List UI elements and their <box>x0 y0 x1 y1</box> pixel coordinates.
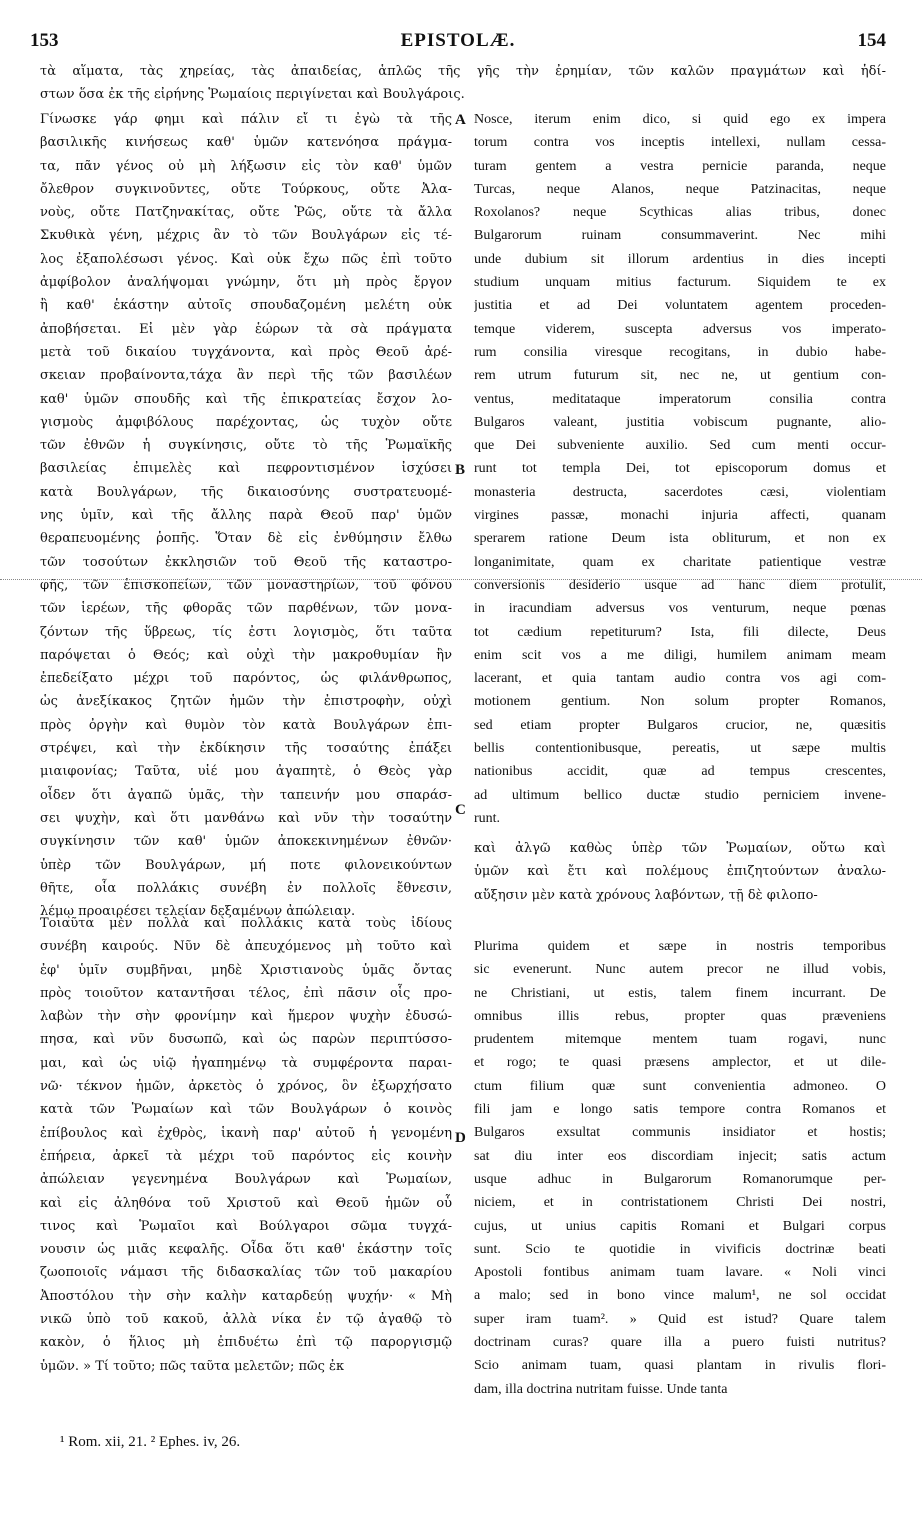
text-line: fili jam e longo satis tempore contra Romanos et <box>474 1102 886 1118</box>
text-line: cujus, ut unius capitis Romani et Bulgari corpus <box>474 1218 886 1234</box>
text-line: super iram tuam². » Quid est istud? Quare talem <box>474 1311 886 1327</box>
text-line: ἀποβήσεται. Εἰ μὲν γὰρ ἑώρων τὰ σὰ πράγματα <box>40 321 452 337</box>
text-line: πησα, καὶ νῦν δυσωπῶ, καὶ ὡς παρὼν περιπτύσσο- <box>40 1032 452 1048</box>
text-line: a malo; sed in bono vince malum¹, ne sol occidat <box>474 1288 886 1304</box>
text-line: τῶν ἐθνῶν ἡ συγκίνησις, οὔτε τὸ τῆς Ῥωμαϊκῆς <box>40 438 452 454</box>
text-line: σκειαν προβαίνοντα,τάχα ἂν περὶ τῆς τῶν βασιλέων <box>40 368 452 384</box>
text-line: νουσιν ὡς μιᾶς κεφαλῆς. Οἶδα ὅτι καθ' ἑκάστην τοῖς <box>40 1242 452 1258</box>
text-line: in iracundiam adversus vos venturum, neque pœnas <box>474 601 886 617</box>
running-title: EPISTOLÆ. <box>400 30 516 51</box>
text-line: ὄλεθρον συγκινοῦντες, οὔτε Τούρκους, οὔτε Ἀλα- <box>40 181 452 197</box>
text-line: μιαιφονίας; Ταῦτα, υἱέ μου ἀγαπητὲ, ὁ Θεὸς γὰρ <box>40 764 452 780</box>
page-number-left: 153 <box>30 30 59 51</box>
text-line: studium unquam mitius facturum. Siquidem te ex <box>474 275 886 291</box>
page-header <box>30 30 886 60</box>
text-line: μαι, καὶ ὡς υἱῷ ἠγαπημένῳ τὰ συμφέροντα παραι- <box>40 1055 452 1071</box>
text-line: νῶ· τέκνον ἡμῶν, ἀρκετὸς ὁ χρόνος, ὃν ἐξωρχήσατο <box>40 1079 452 1095</box>
text-line: τα, πᾶν γένος οὐ μὴ λήξωσιν εἰς τὸν καθ' ὑμῶν <box>40 158 452 174</box>
text-line: λέμῳ προαιρέσει τελείαν δεξαμένων ἀπώλειαν. <box>40 904 356 920</box>
text-line: conversionis desiderio usque ad hanc diem protulit, <box>474 577 886 593</box>
text-line: niciem, et in contristationem Christi Dei nostri, <box>474 1195 886 1211</box>
greek-column-2 <box>40 912 452 1378</box>
text-line: et rogo; te quasi præsens amplector, et ut dile- <box>474 1055 886 1071</box>
text-line: σει ψυχὴν, καὶ ὅτι μανθάνω καὶ νῦν τὴν τοσαύτην <box>40 810 452 826</box>
text-line: πρὸς τοιοῦτον καταντῆσαι τέλος, ἐπὶ πᾶσιν οἷς προ- <box>40 985 452 1001</box>
text-line: ἀπώλειαν γεγενημένα Βουλγάρων καὶ Ῥωμαίων, <box>40 1172 452 1188</box>
text-line: νοὺς, οὔτε Πατζηνακίτας, οὔτε Ῥῶς, οὔτε τὰ ἄλλα <box>40 205 452 221</box>
text-line: ζόντων τῆς ὕβρεως, τίς ἐστι λογισμὸς, ὅτι ταῦτα <box>40 624 452 640</box>
text-line: justitia et ad Dei voluntatem agentem proceden- <box>474 298 886 314</box>
text-line: βασιλικῆς κινήσεως καθ' ὑμῶν κατενόησα πράγμα- <box>40 135 452 151</box>
text-line: κακὸν, ὁ ἥλιος μὴ ἐπιδυέτω ἐπὶ τῷ παροργισμῷ <box>40 1335 452 1351</box>
text-line: dam, illa doctrina nutritam fuisse. Unde tanta <box>474 1381 728 1397</box>
text-line: rem utrum futurum sit, nec ne, ut gentium con- <box>474 368 886 384</box>
text-line: ἐφ' ὑμῖν συμβῆναι, μηδὲ Χριστιανοὺς ὑμᾶς ὄντας <box>40 962 452 978</box>
text-line: φῆς, τῶν ἐπισκοπείων, τῶν μοναστηρίων, τοῦ φόνου <box>40 577 452 593</box>
text-line: ὑμῶν καὶ ἔτι καὶ πολέμους ἐπιζητούντων ἀναλω- <box>474 864 886 880</box>
text-line: torum contra vos inceptis intellexi, nullam cessa- <box>474 135 886 151</box>
text-line: Apostoli fontibus animam tuam lavare. « Noli vinci <box>474 1265 886 1281</box>
text-line: ἐπεδείξατο μέχρι τοῦ παρόντος, ὡς φιλάνθρωπος, <box>40 671 452 687</box>
text-line: ad ultimum bellico ductæ studio perniciem invene- <box>474 787 886 803</box>
latin-column-1 <box>474 108 886 830</box>
text-line: sed etiam propter Bulgaros crucior, ne, quæsitis <box>474 717 886 733</box>
text-line: monasteria destructa, sacerdotes cæsi, violentiam <box>474 484 886 500</box>
text-line: νης ὑμῖν, καὶ τῆς ἄλλης παρὰ Θεοῦ παρ' ὑμῶν <box>40 508 452 524</box>
margin-letter-a: A <box>455 112 466 128</box>
text-line: καὶ ἀλγῶ καθὼς ὑπὲρ τῶν Ῥωμαίων, οὕτω καὶ <box>474 841 886 856</box>
text-line: γισμοὺς ἀμφιβόλους παρέχοντας, ὡς τυχὸν οὔτε <box>40 414 452 430</box>
text-line: Turcas, neque Alanos, neque Patzinacitas, neque <box>474 181 886 197</box>
text-line: doctrinam curas? quare illa a puero fuisti nutritus? <box>474 1335 886 1351</box>
text-line: nationibus accidit, quæ ad tempus crescentes, <box>474 764 886 780</box>
text-line: τὰ αἵματα, τὰς χηρείας, τὰς ἀπαιδείας, ἁπλῶς τῆς γῆς τὴν ἐρημίαν, τῶν καλῶν πραγμάτων καὶ ἡδί- <box>40 64 886 79</box>
text-line: λος ἐξαπολέσωσι γένος. Καὶ οὐκ ἔχω πῶς ἐπὶ τοῦτο <box>40 251 452 267</box>
text-line: sunt. Scio te quotidie in vivificis doctrinæ beati <box>474 1241 886 1257</box>
text-line: runt tot templa Dei, tot episcoporum domus et <box>474 461 886 477</box>
text-line: Ἀποστόλου τὴν σὴν καλὴν καταρδεύῃ ψυχήν· « Μὴ <box>40 1288 452 1304</box>
text-line: ne Christiani, ut estis, talem finem incurrant. De <box>474 985 886 1001</box>
margin-letter-b: B <box>455 462 466 478</box>
text-line: βασιλείας ἐπιμελὲς καὶ πεφροντισμένον ἰσχύσει <box>40 461 452 477</box>
text-line: Roxolanos? neque Scythicas alias tribus, donec <box>474 205 886 221</box>
text-line: Σκυθικὰ γένη, μέχρις ἂν τὸ τῶν Βουλγάρων εἰς τέ- <box>40 228 452 244</box>
text-line: θῆτε, οἷα πολλάκις συνέβη ἐν πολλοῖς ἔθνεσιν, <box>40 880 452 896</box>
text-line: lacerant, et quia tantam audio contra vos agi com- <box>474 671 886 687</box>
text-line: ἐπήρεια, ἀρκεῖ τὰ μέχρι τοῦ παρόντος εἰς κοινὴν <box>40 1148 452 1164</box>
margin-letter-d: D <box>455 1130 466 1146</box>
text-line: rum consilia viresque recogitans, in dubio habe- <box>474 344 886 360</box>
page-fold-line <box>0 579 922 581</box>
text-line: αὔξησιν μὲν κατὰ χρόνους λαβόντων, τῇ δὲ φιλοπο- <box>474 887 818 903</box>
intro-greek-text <box>40 60 886 107</box>
text-line: ἢ καθ' ἑκάστην αὐτοῖς σπουδαζομένη μελέτη οὐκ <box>40 298 452 314</box>
text-line: Τοιαῦτα μὲν πολλὰ καὶ πολλάκις κατὰ τοὺς ἰδίους <box>40 916 452 931</box>
text-line: πρὸς ὀργὴν καὶ θυμὸν τὸν κατὰ Βουλγάρων ἐπι- <box>40 717 452 733</box>
text-line: ζωοποιοῖς νάμασι τῆς διδασκαλίας τῶν τοῦ μακαρίου <box>40 1265 452 1281</box>
text-line: motionem gentium. Non solum propter Romanos, <box>474 694 886 710</box>
text-line: κατὰ τῶν Ῥωμαίων καὶ τῶν Βουλγάρων ὁ κοινὸς <box>40 1102 452 1118</box>
text-line: ventus, meditataque imperatorum consilia contra <box>474 391 886 407</box>
text-line: καὶ εἰς ἀληθόνα τοῦ Χριστοῦ καὶ Θεοῦ ἡμῶν οὗ <box>40 1195 452 1211</box>
text-line: Γίνωσκε γάρ φημι καὶ πάλιν εἴ τι ἐγὼ τὰ τῆς <box>40 112 452 127</box>
text-line: Plurima quidem et sæpe in nostris temporibus <box>474 939 886 954</box>
text-line: usque adhuc in Bulgarorum Romanorumque per- <box>474 1171 886 1187</box>
text-line: νικῶ ὑπὸ τοῦ κακοῦ, ἀλλὰ νίκα ἐν τῷ ἀγαθῷ τὸ <box>40 1312 452 1328</box>
text-line: καθ' ὑμῶν σπουδῆς καὶ τῆς ἐπικρατείας ἔσχον λο- <box>40 391 452 407</box>
text-line: ὑπὲρ τῶν Βουλγάρων, μή ποτε φιλονεικούντων <box>40 857 452 873</box>
text-line: bellis contentionibusque, pereatis, ut sæpe multis <box>474 741 886 757</box>
text-line: virgines passæ, monachi injuria affecti, quanam <box>474 508 886 524</box>
text-line: τῶν ἱερέων, τῆς φθορᾶς τῶν παρθένων, τῶν μονα- <box>40 601 452 617</box>
text-line: παρόψεται ὁ Θεός; καὶ οὐχὶ τὴν μακροθυμίαν ἣν <box>40 647 452 663</box>
text-line: κατὰ Βουλγάρων, τῆς δικαιοσύνης συστρατευομέ- <box>40 484 452 500</box>
text-line: Nosce, iterum enim dico, si quid ego ex impera <box>474 112 886 127</box>
text-line: τινος καὶ Ῥωμαῖοι καὶ Βούλγαροι σῶμα τυγχά- <box>40 1218 452 1234</box>
text-line: μετὰ τοῦ δικαίου τυγχάνοντα, καὶ πρὸς Θεοῦ ἀρέ- <box>40 344 452 360</box>
text-line: στων ὅσα ἐκ τῆς εἰρήνης Ῥωμαίοις περιγίνεται καὶ Βουλγάροις. <box>40 87 465 103</box>
text-line: Scio animam tuam, quasi plantam in rivulis flori- <box>474 1358 886 1374</box>
text-line: prudentem mitemque mentem tuam rogavi, nunc <box>474 1032 886 1048</box>
text-line: enim scit vos a me diligi, humilem animam meam <box>474 647 886 663</box>
text-line: ὑμῶν. » Τί τοῦτο; πῶς ταῦτα μελετῶν; πῶς ἐκ <box>40 1358 345 1374</box>
margin-letter-c: C <box>455 802 466 818</box>
text-line: τῶν τοσούτων ἐκκλησιῶν τοῦ Θεοῦ τῆς καταστρο- <box>40 554 452 570</box>
text-line: sic evenerunt. Nunc autem precor ne illud vobis, <box>474 962 886 978</box>
latin-column-2 <box>474 935 886 1401</box>
page-number-right: 154 <box>857 30 886 51</box>
text-line: ἐπίβουλος καὶ ἐχθρὸς, ἱκανὴ παρ' αὐτοῦ ἡ γενομένη <box>40 1125 452 1141</box>
text-line: συγκίνησιν τῶν καθ' ὑμῶν ἀποκεκινημένων ἐθνῶν· <box>40 834 452 850</box>
text-line: Bulgarorum ruinam consummaverint. Nec mihi <box>474 228 886 244</box>
text-line: ὡς ἀνεξίκακος ζητῶν ἡμῶν τὴν ἐπιστροφὴν, οὐχὶ <box>40 694 452 710</box>
text-line: Bulgaros exsultat communis insidiator et hostis; <box>474 1125 886 1141</box>
text-line: συνέβη καιρούς. Νῦν δὲ ἀπευχόμενος μὴ τοῦτο καὶ <box>40 939 452 955</box>
text-line: Bulgaros valeant, justitia vobiscum pugnante, alio- <box>474 414 886 430</box>
footnotes: ¹ Rom. xii, 21. ² Ephes. iv, 26. <box>60 1434 241 1450</box>
text-line: ctum filium quæ sunt convenientia admoneo. O <box>474 1078 886 1094</box>
text-line: sperarem ratione Deum ista obliturum, et non ex <box>474 531 886 547</box>
text-line: omnibus illis rebus, propter quas præveniens <box>474 1008 886 1024</box>
greek-column-1 <box>40 108 452 923</box>
text-line: στρέψει, καὶ τὴν ἐκδίκησιν τῆς τοσαύτης ἐπάξει <box>40 741 452 757</box>
text-line: turam gentem a vestra pernicie paranda, neque <box>474 158 886 174</box>
text-line: temque viderem, suscepta adversus vos imperato- <box>474 321 886 337</box>
text-line: οἶδεν ὅτι ἀγαπῶ ὑμᾶς, τὴν ταπεινήν μου σπαράσ- <box>40 787 452 803</box>
text-line: θεραπευομένης ῥοπῆς. Ὅταν δὲ εἰς ἐνθύμησιν ἔλθω <box>40 531 452 547</box>
text-line: ἀμφίβολον ἀναλήψομαι γνώμην, ὅτι μὴ πρὸς ἔργον <box>40 275 452 291</box>
text-line: runt. <box>474 810 501 826</box>
text-line: longanimitate, quam ex charitate patientique vestræ <box>474 554 886 570</box>
text-line: tot cædium repetiturum? Ista, fili dilecte, Deus <box>474 624 886 640</box>
text-line: λαβὼν τὴν σὴν φρονίμην καὶ ἥμερον ψυχὴν ἐδυσώ- <box>40 1009 452 1025</box>
text-line: unde dubium sit illorum ardentius in dies incepti <box>474 251 886 267</box>
text-line: que Dei subveniente auxilio. Sed cum menti occur- <box>474 438 886 454</box>
text-line: sat diu inter eos discordiam injecit; satis actum <box>474 1148 886 1164</box>
greek-overflow-right <box>474 837 886 907</box>
